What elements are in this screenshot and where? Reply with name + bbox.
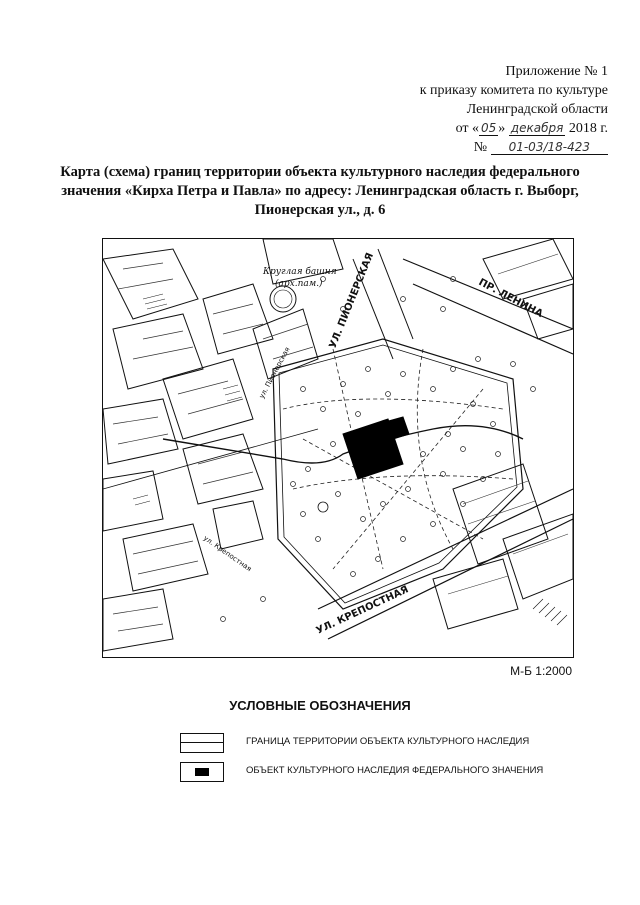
appendix-number <box>348 138 608 157</box>
date-year: 2018 г. <box>568 121 608 136</box>
site-map <box>102 238 574 658</box>
title-line3: Пионерская ул., д. 6 <box>254 202 386 218</box>
map-scale: М-Б 1:2000 <box>510 664 572 678</box>
legend-label-boundary: ГРАНИЦА ТЕРРИТОРИИ ОБЪЕКТА КУЛЬТУРНОГО НАСЛЕДИЯ <box>246 736 530 747</box>
date-prefix: от « <box>455 121 480 136</box>
map-label-lenina: ПР. ЛЕНИНА <box>476 276 545 320</box>
map-label-tower-note: (арх.пам.) <box>275 279 323 289</box>
title-line2: значения «Кирха Петра и Павла» по адресу: Ленинградская область г. Выборг, <box>61 183 579 199</box>
appendix-header <box>348 62 608 157</box>
number-prefix: № <box>473 140 488 155</box>
boundary-symbol <box>180 733 224 753</box>
date-mid: » <box>498 121 506 136</box>
document-title <box>40 163 600 220</box>
legend-label-heritage: ОБЪЕКТ КУЛЬТУРНОГО НАСЛЕДИЯ ФЕДЕРАЛЬНОГО ЗНАЧЕНИЯ <box>246 765 544 776</box>
map-label-krepostnaya: УЛ. КРЕПОСТНАЯ <box>314 584 411 637</box>
date-day: 05 <box>481 121 497 135</box>
heritage-symbol <box>180 762 224 782</box>
appendix-date <box>348 119 608 138</box>
map-label-krepostnaya-small: ул. Крепостная <box>201 534 253 574</box>
appendix-line2: к приказу комитета по культуре <box>419 83 608 98</box>
map-label-pionerskaya: УЛ. ПИОНЕРСКАЯ <box>327 251 377 351</box>
appendix-line1: Приложение № 1 <box>505 64 608 79</box>
appendix-line3: Ленинградской области <box>466 102 608 117</box>
map-label-tower: Круглая башня <box>263 267 337 277</box>
legend-title: УСЛОВНЫЕ ОБОЗНАЧЕНИЯ <box>229 698 411 713</box>
date-month: декабря <box>510 121 564 135</box>
number-value: 01-03/18-423 <box>491 140 608 155</box>
map-drawing <box>103 239 573 657</box>
map-label-pionerskaya-small: ул. Пионерская <box>257 345 292 400</box>
title-line1: Карта (схема) границ территории объекта культурного наследия федерального <box>60 164 580 180</box>
